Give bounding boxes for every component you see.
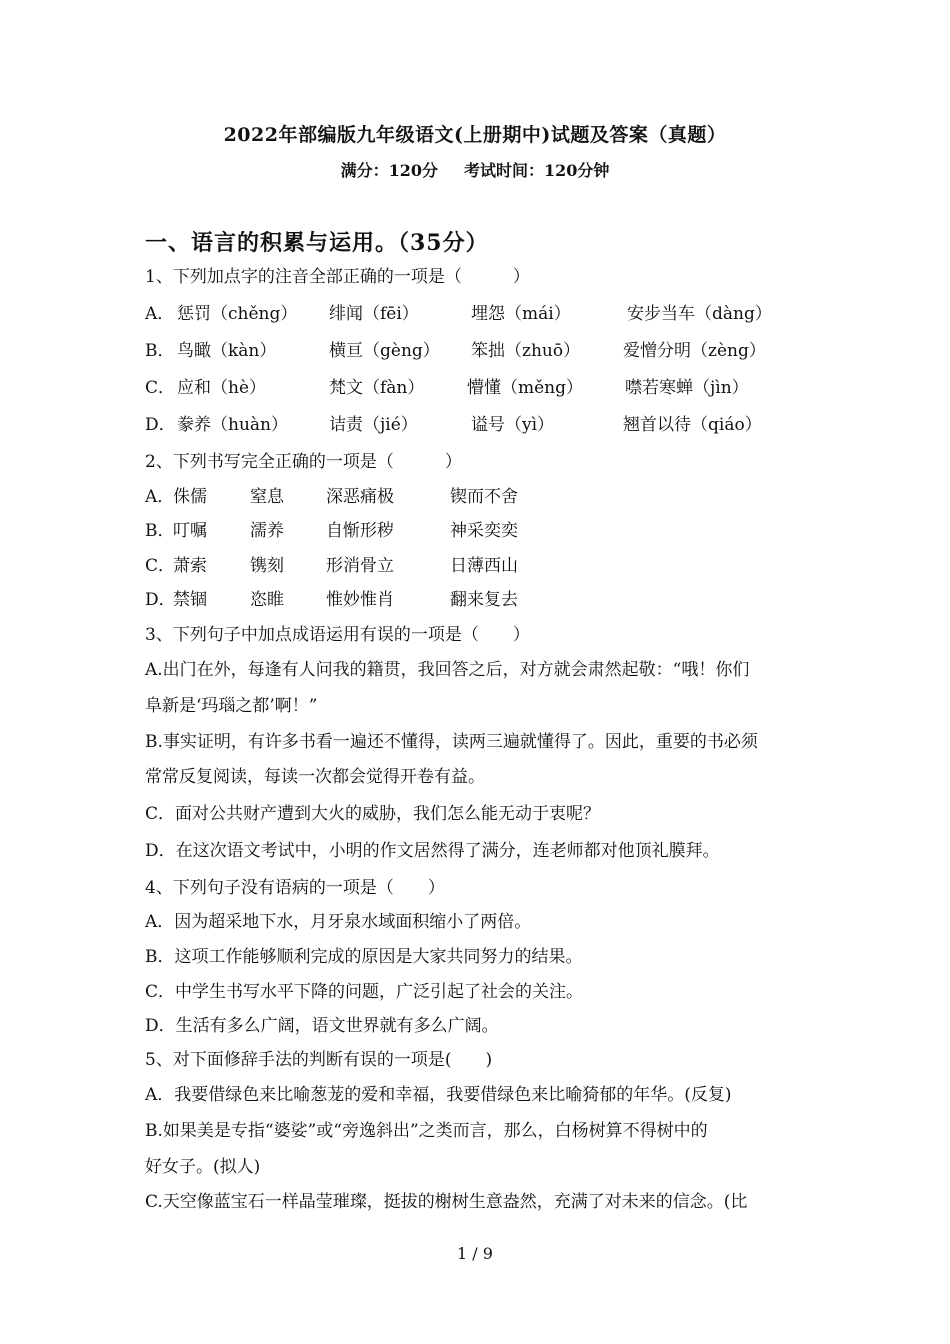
option-letter: B．: [145, 521, 175, 541]
q3-option-b-line-1: B.事实证明，有许多书看一遍还不懂得，读两三遍就懂得了。因此，重要的书必须: [145, 732, 758, 752]
question-4-stem: 4、下列句子没有语病的一项是（ ）: [145, 878, 445, 898]
question-5-stem: 5、对下面修辞手法的判断有误的一项是( ): [145, 1050, 493, 1070]
option-item: 禁锢: [173, 590, 207, 610]
option-item: 恣睢: [250, 590, 284, 610]
option-item: 懵懂（měng）: [467, 378, 584, 398]
option-item: 自惭形秽: [326, 521, 394, 541]
q5-option-c-line-1: C.天空像蓝宝石一样晶莹璀璨，挺拔的榭树生意盎然，充满了对未来的信念。(比: [145, 1192, 748, 1212]
option-item: 日薄西山: [450, 556, 518, 576]
option-item: 濡养: [250, 521, 284, 541]
option-letter: D．: [145, 415, 176, 435]
option-item: 镌刻: [250, 556, 284, 576]
option-item: 叮嘱: [173, 521, 207, 541]
option-item: 安步当车（dàng）: [627, 304, 772, 324]
question-3-stem: 3、下列句子中加点成语运用有误的一项是（ ）: [145, 625, 530, 645]
exam-info: [0, 158, 950, 181]
time-label: 考试时间：120分钟: [464, 161, 610, 180]
option-item: 惟妙惟肖: [326, 590, 394, 610]
option-item: 鸟瞰（kàn）: [177, 341, 277, 361]
page-number: 1 / 9: [457, 1244, 493, 1263]
option-item: 应和（hè）: [177, 378, 267, 398]
option-item: 翘首以待（qiáo）: [623, 415, 762, 435]
option-item: 萧索: [173, 556, 207, 576]
section-heading: 一、语言的积累与运用。（35分）: [145, 230, 489, 256]
option-item: 诘责（jié）: [329, 415, 418, 435]
option-item: 窒息: [250, 487, 284, 507]
option-letter: C．: [145, 556, 176, 576]
q4-option-d: D．生活有多么广阔，语文世界就有多么广阔。: [145, 1016, 499, 1036]
option-item: 绯闻（fēi）: [329, 304, 419, 324]
option-item: 侏儒: [173, 487, 207, 507]
question-2-stem: 2、下列书写完全正确的一项是（ ）: [145, 452, 462, 472]
option-item: 惩罚（chěng）: [177, 304, 298, 324]
q4-option-c: C．中学生书写水平下降的问题，广泛引起了社会的关注。: [145, 982, 584, 1002]
option-item: 豢养（huàn）: [177, 415, 288, 435]
option-letter: A．: [145, 304, 175, 324]
q4-option-a: A．因为超采地下水，月牙泉水域面积缩小了两倍。: [145, 912, 532, 932]
q4-option-b: B．这项工作能够顺利完成的原因是大家共同努力的结果。: [145, 947, 583, 967]
option-item: 形消骨立: [326, 556, 394, 576]
q5-option-b-line-1: B.如果美是专指“婆娑”或“旁逸斜出”之类而言，那么，白杨树算不得树中的: [145, 1121, 708, 1141]
option-item: 噤若寒蝉（jìn）: [625, 378, 749, 398]
option-item: 梵文（fàn）: [329, 378, 425, 398]
q3-option-a-line-1: A.出门在外，每逢有人问我的籍贯，我回答之后，对方就会肃然起敬：“哦！你们: [145, 660, 750, 680]
question-1-stem: 1、下列加点字的注音全部正确的一项是（ ）: [145, 267, 530, 287]
q3-option-b-line-2: 常常反复阅读，每读一次都会觉得开卷有益。: [145, 767, 485, 787]
score-label: 满分：120分: [340, 161, 438, 180]
option-item: 爱憎分明（zèng）: [623, 341, 766, 361]
option-letter: B．: [145, 341, 175, 361]
q3-option-c: C．面对公共财产遭到大火的威胁，我们怎么能无动于衷呢？: [145, 804, 601, 824]
option-item: 谥号（yì）: [471, 415, 555, 435]
option-letter: C．: [145, 378, 176, 398]
option-item: 深恶痛极: [326, 487, 394, 507]
option-item: 横亘（gèng）: [329, 341, 440, 361]
option-item: 神采奕奕: [450, 521, 518, 541]
document-title: 2022年部编版九年级语文(上册期中)试题及答案（真题）: [223, 124, 727, 146]
q5-option-a: A．我要借绿色来比喻葱茏的爱和幸福，我要借绿色来比喻猗郁的年华。(反复): [145, 1085, 732, 1105]
option-item: 埋怨（mái）: [471, 304, 571, 324]
option-letter: A．: [145, 487, 175, 507]
option-item: 笨拙（zhuō）: [471, 341, 581, 361]
option-item: 翻来复去: [450, 590, 518, 610]
q3-option-d: D．在这次语文考试中，小明的作文居然得了满分，连老师都对他顶礼膜拜。: [145, 841, 720, 861]
option-letter: D．: [145, 590, 176, 610]
option-item: 锲而不舍: [450, 487, 518, 507]
q5-option-b-line-2: 好女子。(拟人): [145, 1157, 261, 1177]
q3-option-a-line-2: 阜新是‘玛瑙之都’啊！”: [145, 696, 318, 716]
